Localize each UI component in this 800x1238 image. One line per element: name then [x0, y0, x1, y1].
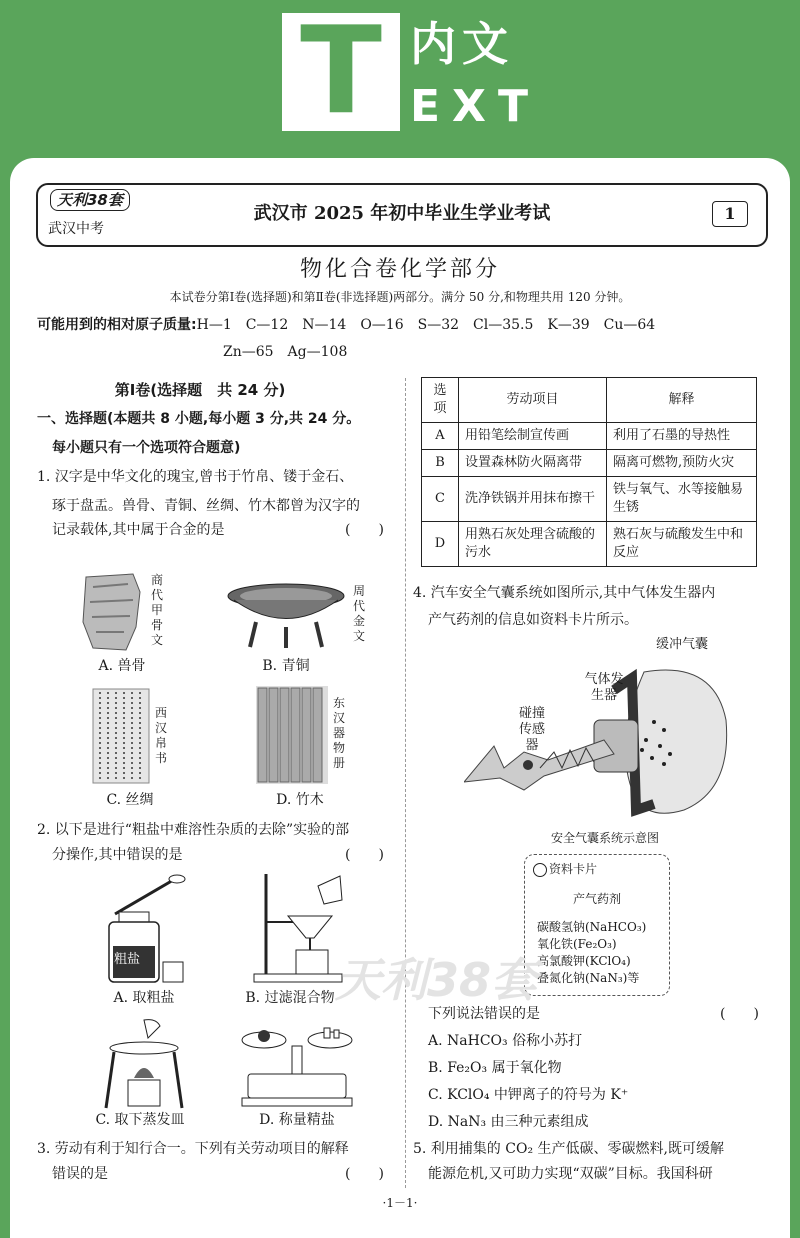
q2-line1: 2. 以下是进行“粗盐中难溶性杂质的去除”实验的部: [37, 822, 350, 838]
label-crash-sensor: 碰撞传感器: [518, 706, 545, 753]
banner-letter-box: [282, 2, 400, 141]
oracle-bone-image: [78, 572, 148, 652]
card-title: 资料卡片: [549, 862, 598, 876]
q4-line2: 产气药剂的信息如资料卡片所示。: [428, 612, 638, 628]
section-title: 第Ⅰ卷(选择题 共 24 分): [114, 381, 286, 399]
q2-option-a: A. 取粗盐: [113, 990, 175, 1006]
table-header: 选项: [422, 378, 459, 423]
book-icon: [533, 863, 547, 877]
q1-line1: 1. 汉字是中华文化的瑰宝,曾书于竹帛、镂于金石、: [37, 469, 354, 485]
banner-cn-title: 内文: [410, 17, 514, 71]
table-header-row: [422, 378, 757, 423]
atomic-masses: [37, 315, 655, 335]
q1-option-a: A. 兽骨: [98, 658, 146, 674]
exam-header: [36, 183, 768, 247]
table-row: [422, 477, 757, 522]
q3-line1: 3. 劳动有利于知行合一。下列有关劳动项目的解释: [37, 1141, 349, 1157]
q4-option-b: B. Fe₂O₃ 属于氧化物: [428, 1060, 562, 1076]
table-cell-option: D: [422, 522, 459, 567]
q1-line3: 记录载体,其中属于合金的是: [52, 522, 225, 538]
q3-line2: 错误的是: [52, 1166, 108, 1182]
q4-question: 下列说法错误的是: [428, 1006, 540, 1022]
q2-option-d: D. 称量精盐: [259, 1112, 335, 1128]
table-header: 劳动项目: [459, 378, 607, 423]
q5-line1: 5. 利用捕集的 CO₂ 生产低碳、零碳燃料,既可缓解: [413, 1141, 724, 1157]
brand-logo: 天利38套: [50, 189, 130, 211]
atomic-masses-line1: H—1 C—12 N—14 O—16 S—32 Cl—35.5 K—39 Cu—64: [196, 317, 656, 333]
salt-jar-label: 粗盐: [114, 952, 141, 967]
watermark: 天利38套: [335, 953, 538, 1007]
label-cushion-bag: 缓冲气囊: [656, 637, 709, 652]
q5-line2: 能源危机,又可助力实现“双碳”目标。我国科研: [428, 1166, 713, 1182]
labor-table: [421, 377, 757, 567]
card-item: 高氯酸钾(KClO₄): [537, 954, 631, 968]
table-cell-explanation: 熟石灰与硫酸发生中和反应: [607, 522, 757, 567]
table-cell-item: 洗净铁锅并用抹布擦干: [459, 477, 607, 522]
bamboo-slips-image: [256, 686, 328, 784]
table-cell-explanation: 铁与氧气、水等接触易生锈: [607, 477, 757, 522]
banner-letter: T: [300, 2, 382, 141]
q1-option-c: C. 丝绸: [106, 792, 154, 808]
q1-label-a: 商代甲骨文: [151, 573, 164, 647]
card-subtitle: 产气药剂: [572, 892, 621, 906]
silk-manuscript-image: [92, 688, 150, 784]
table-row: [422, 450, 757, 477]
table-row: [422, 522, 757, 567]
exam-region: 武汉中考: [48, 221, 104, 237]
table-cell-explanation: 利用了石墨的导热性: [607, 423, 757, 450]
q1-option-b: B. 青铜: [262, 658, 310, 674]
paper-intro: 本试卷分第Ⅰ卷(选择题)和第Ⅱ卷(非选择题)两部分。满分 50 分,和物理共用 120 分钟。: [169, 290, 631, 304]
filter-apparatus-image: [252, 872, 344, 984]
section-heading-2: 每小题只有一个选项符合题意): [52, 440, 241, 456]
exam-title: 武汉市 2025 年初中毕业生学业考试: [253, 203, 551, 224]
balance-image: [238, 1022, 356, 1108]
table-header: 解释: [607, 378, 757, 423]
paper-subtitle: 物化合卷化学部分: [299, 257, 500, 282]
bronze-vessel-image: [226, 582, 346, 652]
q1-line2: 琢于盘盂。兽骨、青铜、丝绸、竹木都曾为汉字的: [52, 498, 360, 514]
q1-label-d: 东汉器物册: [333, 696, 346, 770]
table-row: [422, 423, 757, 450]
column-divider: [405, 378, 406, 1188]
q2-line2: 分操作,其中错误的是: [52, 847, 183, 863]
q4-answer-paren: ( ): [720, 1006, 759, 1022]
banner-en-title: EXT: [410, 81, 540, 132]
atomic-masses-line2: Zn—65 Ag—108: [223, 344, 348, 360]
card-item: 氧化铁(Fe₂O₃): [537, 937, 617, 951]
table-cell-option: C: [422, 477, 459, 522]
q4-option-c: C. KClO₄ 中钾离子的符号为 K⁺: [428, 1087, 629, 1103]
table-cell-option: B: [422, 450, 459, 477]
q1-option-d: D. 竹木: [276, 792, 324, 808]
q2-option-b: B. 过滤混合物: [245, 990, 335, 1006]
info-card: [524, 854, 670, 996]
atomic-masses-label: 可能用到的相对原子质量:: [37, 317, 197, 333]
table-cell-option: A: [422, 423, 459, 450]
q3-answer-paren: ( ): [345, 1166, 384, 1182]
q1-label-c: 西汉帛书: [155, 706, 168, 765]
card-item: 碳酸氢钠(NaHCO₃): [537, 920, 647, 934]
page-footer: ·1－1·: [382, 1196, 418, 1210]
banner: [0, 0, 800, 160]
evaporate-image: [100, 1018, 190, 1110]
q4-option-a: A. NaHCO₃ 俗称小苏打: [428, 1033, 583, 1049]
q2-option-c: C. 取下蒸发皿: [95, 1112, 185, 1128]
table-cell-item: 设置森林防火隔离带: [459, 450, 607, 477]
exam-number: 1: [712, 201, 748, 227]
q4-option-d: D. NaN₃ 由三种元素组成: [428, 1114, 589, 1130]
table-cell-explanation: 隔离可燃物,预防火灾: [607, 450, 757, 477]
card-item: 叠氮化钠(NaN₃)等: [537, 971, 640, 985]
q1-label-b: 周代金文: [353, 584, 366, 643]
table-cell-item: 用铅笔绘制宣传画: [459, 423, 607, 450]
section-heading-1: 一、选择题(本题共 8 小题,每小题 3 分,共 24 分。: [37, 411, 361, 427]
label-gas-generator: 气体发生器: [584, 672, 624, 703]
table-cell-item: 用熟石灰处理含硫酸的污水: [459, 522, 607, 567]
q1-answer-paren: ( ): [345, 522, 384, 538]
q4-line1: 4. 汽车安全气囊系统如图所示,其中气体发生器内: [413, 585, 716, 601]
q2-answer-paren: ( ): [345, 847, 384, 863]
figure-caption: 安全气囊系统示意图: [550, 831, 659, 845]
